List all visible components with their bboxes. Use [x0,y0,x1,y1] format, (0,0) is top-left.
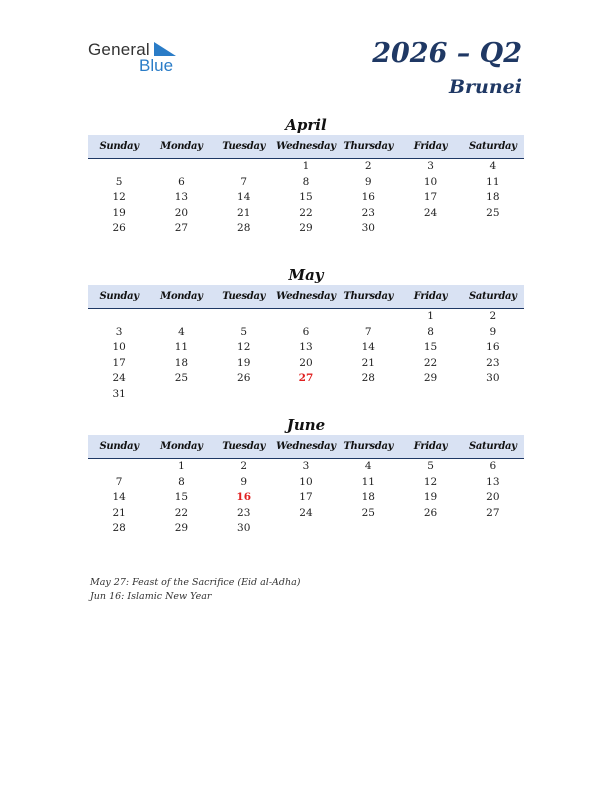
day-cell: 6 [178,175,185,188]
day-cell: 13 [486,475,500,488]
week-row [88,206,524,222]
day-cell: 22 [174,506,189,519]
logo-general-text: General [88,40,150,59]
day-cell [399,387,461,403]
day-cell: 29 [299,222,313,234]
weekday-label: Thursday [343,441,394,452]
day-cell: 20 [299,356,313,369]
day-cell: 1 [178,460,185,472]
week-row [88,190,524,206]
day-cell [399,521,461,537]
day-cell: 2 [364,160,372,172]
day-cell: 3 [427,160,434,172]
day-cell: 25 [361,506,375,519]
weekday-label: Friday [413,141,448,152]
week-row [88,340,524,356]
week-row [88,221,524,237]
day-cell: 14 [112,491,126,503]
day-cell [150,309,212,325]
month-june [88,415,524,537]
day-cell: 23 [237,506,251,519]
day-cell: 4 [178,325,185,338]
day-cell: 15 [174,491,189,503]
weekday-label: Monday [160,441,203,452]
week-row [88,371,524,387]
weekday-header-row [88,285,524,309]
weekday-label: Monday [160,291,203,302]
weekday-label: Sunday [99,141,139,152]
day-cell: 3 [302,460,310,472]
weeks-grid [88,159,524,237]
day-cell: 7 [364,325,372,338]
month-name: April [285,116,327,134]
day-cell [462,221,524,237]
day-cell: 27 [174,222,189,234]
day-cell: 11 [486,175,500,188]
holiday-day-cell: 27 [298,372,314,384]
day-cell: 4 [489,160,497,172]
day-cell: 1 [302,160,310,172]
holiday-note: Jun 16: Islamic New Year [90,590,212,602]
holiday-note: May 27: Feast of the Sacrifice (Eid al-Adha) [90,577,301,588]
day-cell: 11 [361,475,375,488]
day-cell: 17 [423,191,438,203]
day-cell [462,387,524,403]
weekday-label: Thursday [343,141,394,152]
week-row [88,309,524,325]
day-cell [88,309,150,325]
day-cell [275,309,337,325]
weekday-label: Saturday [468,291,517,302]
day-cell: 2 [240,460,248,472]
day-cell: 5 [115,175,123,188]
page-title: 2026 – Q2 [372,38,522,69]
weekday-label: Wednesday [276,441,336,452]
day-cell: 12 [237,341,251,353]
day-cell: 19 [112,206,126,219]
day-cell: 28 [112,522,126,534]
day-cell: 26 [112,222,126,234]
day-cell: 26 [237,372,251,384]
day-cell [213,159,275,175]
week-row [88,325,524,341]
day-cell: 8 [178,475,185,488]
week-row [88,159,524,175]
day-cell: 15 [423,341,438,353]
weekday-label: Monday [160,141,203,152]
weekday-label: Saturday [468,141,517,152]
day-cell [275,387,337,403]
day-cell: 17 [112,356,126,369]
day-cell: 22 [299,206,313,219]
weeks-grid [88,459,524,537]
day-cell: 13 [299,341,313,353]
page-subtitle: Brunei [448,76,522,98]
day-cell: 2 [489,310,497,322]
day-cell: 7 [240,175,248,188]
day-cell: 10 [112,341,126,353]
weekday-label: Sunday [99,441,139,452]
day-cell: 20 [174,206,189,219]
month-may [88,265,524,402]
day-cell: 5 [427,460,434,472]
weekday-label: Tuesday [222,141,266,152]
day-cell: 3 [115,325,123,338]
day-cell: 10 [299,475,313,488]
day-cell: 24 [423,206,438,219]
day-cell: 11 [174,341,189,353]
day-cell: 9 [240,475,248,488]
day-cell: 29 [423,372,438,384]
day-cell [150,387,212,403]
day-cell: 12 [112,191,126,203]
week-row [88,459,524,475]
month-april [88,115,524,237]
day-cell: 22 [423,356,438,369]
weekday-label: Tuesday [222,291,266,302]
day-cell [337,521,399,537]
week-row [88,475,524,491]
weekday-label: Friday [413,291,448,302]
day-cell [275,521,337,537]
week-row [88,356,524,372]
day-cell: 28 [361,372,375,384]
day-cell: 8 [302,175,310,188]
day-cell: 31 [112,387,126,400]
weekday-label: Friday [413,441,448,452]
week-row [88,490,524,506]
day-cell: 8 [427,325,434,338]
day-cell: 16 [361,191,375,203]
day-cell: 30 [361,222,375,234]
week-row [88,521,524,537]
day-cell: 28 [237,222,251,234]
logo [88,40,198,78]
day-cell: 13 [174,191,189,203]
day-cell: 6 [302,325,310,338]
day-cell [88,159,150,175]
holiday-notes [90,576,300,603]
day-cell: 23 [361,206,375,219]
day-cell [213,387,275,403]
day-cell: 4 [364,460,372,472]
day-cell: 12 [423,475,438,488]
day-cell [337,387,399,403]
day-cell: 14 [361,341,375,353]
day-cell [88,459,150,475]
day-cell: 7 [115,475,123,488]
day-cell: 18 [486,191,500,203]
week-row [88,387,524,403]
day-cell: 18 [361,491,375,503]
day-cell: 5 [240,325,248,338]
day-cell: 24 [112,372,126,384]
weekday-header-row [88,435,524,459]
day-cell: 20 [486,491,500,503]
day-cell: 21 [361,356,375,369]
day-cell: 25 [174,372,189,384]
day-cell [213,309,275,325]
weekday-label: Tuesday [222,441,266,452]
day-cell: 1 [427,310,434,322]
day-cell: 24 [299,506,313,519]
day-cell [150,159,212,175]
day-cell: 21 [237,206,251,219]
weekday-label: Wednesday [276,291,336,302]
day-cell: 23 [486,356,500,369]
day-cell: 30 [486,372,500,384]
day-cell: 29 [174,522,189,534]
day-cell: 9 [489,325,497,338]
day-cell: 10 [423,175,438,188]
day-cell: 27 [486,506,500,519]
day-cell: 19 [237,356,251,369]
weekday-label: Sunday [99,291,139,302]
weekday-label: Wednesday [276,141,336,152]
day-cell: 21 [112,506,126,519]
weekday-label: Saturday [468,441,517,452]
day-cell: 30 [237,522,251,534]
day-cell: 16 [486,341,500,353]
day-cell: 25 [486,206,500,219]
weekday-header-row [88,135,524,159]
day-cell: 19 [423,491,438,503]
week-row [88,506,524,522]
week-row [88,175,524,191]
weeks-grid [88,309,524,402]
day-cell: 6 [489,460,497,472]
day-cell: 18 [174,356,189,369]
day-cell: 26 [423,506,438,519]
day-cell [462,521,524,537]
day-cell: 9 [364,175,372,188]
day-cell: 15 [299,191,313,203]
weekday-label: Thursday [343,291,394,302]
holiday-day-cell: 16 [236,491,252,503]
day-cell: 14 [237,191,251,203]
logo-blue-text: Blue [139,56,174,75]
month-name: June [286,416,326,434]
day-cell [399,221,461,237]
day-cell: 17 [299,491,313,503]
month-name: May [288,266,324,284]
day-cell [337,309,399,325]
